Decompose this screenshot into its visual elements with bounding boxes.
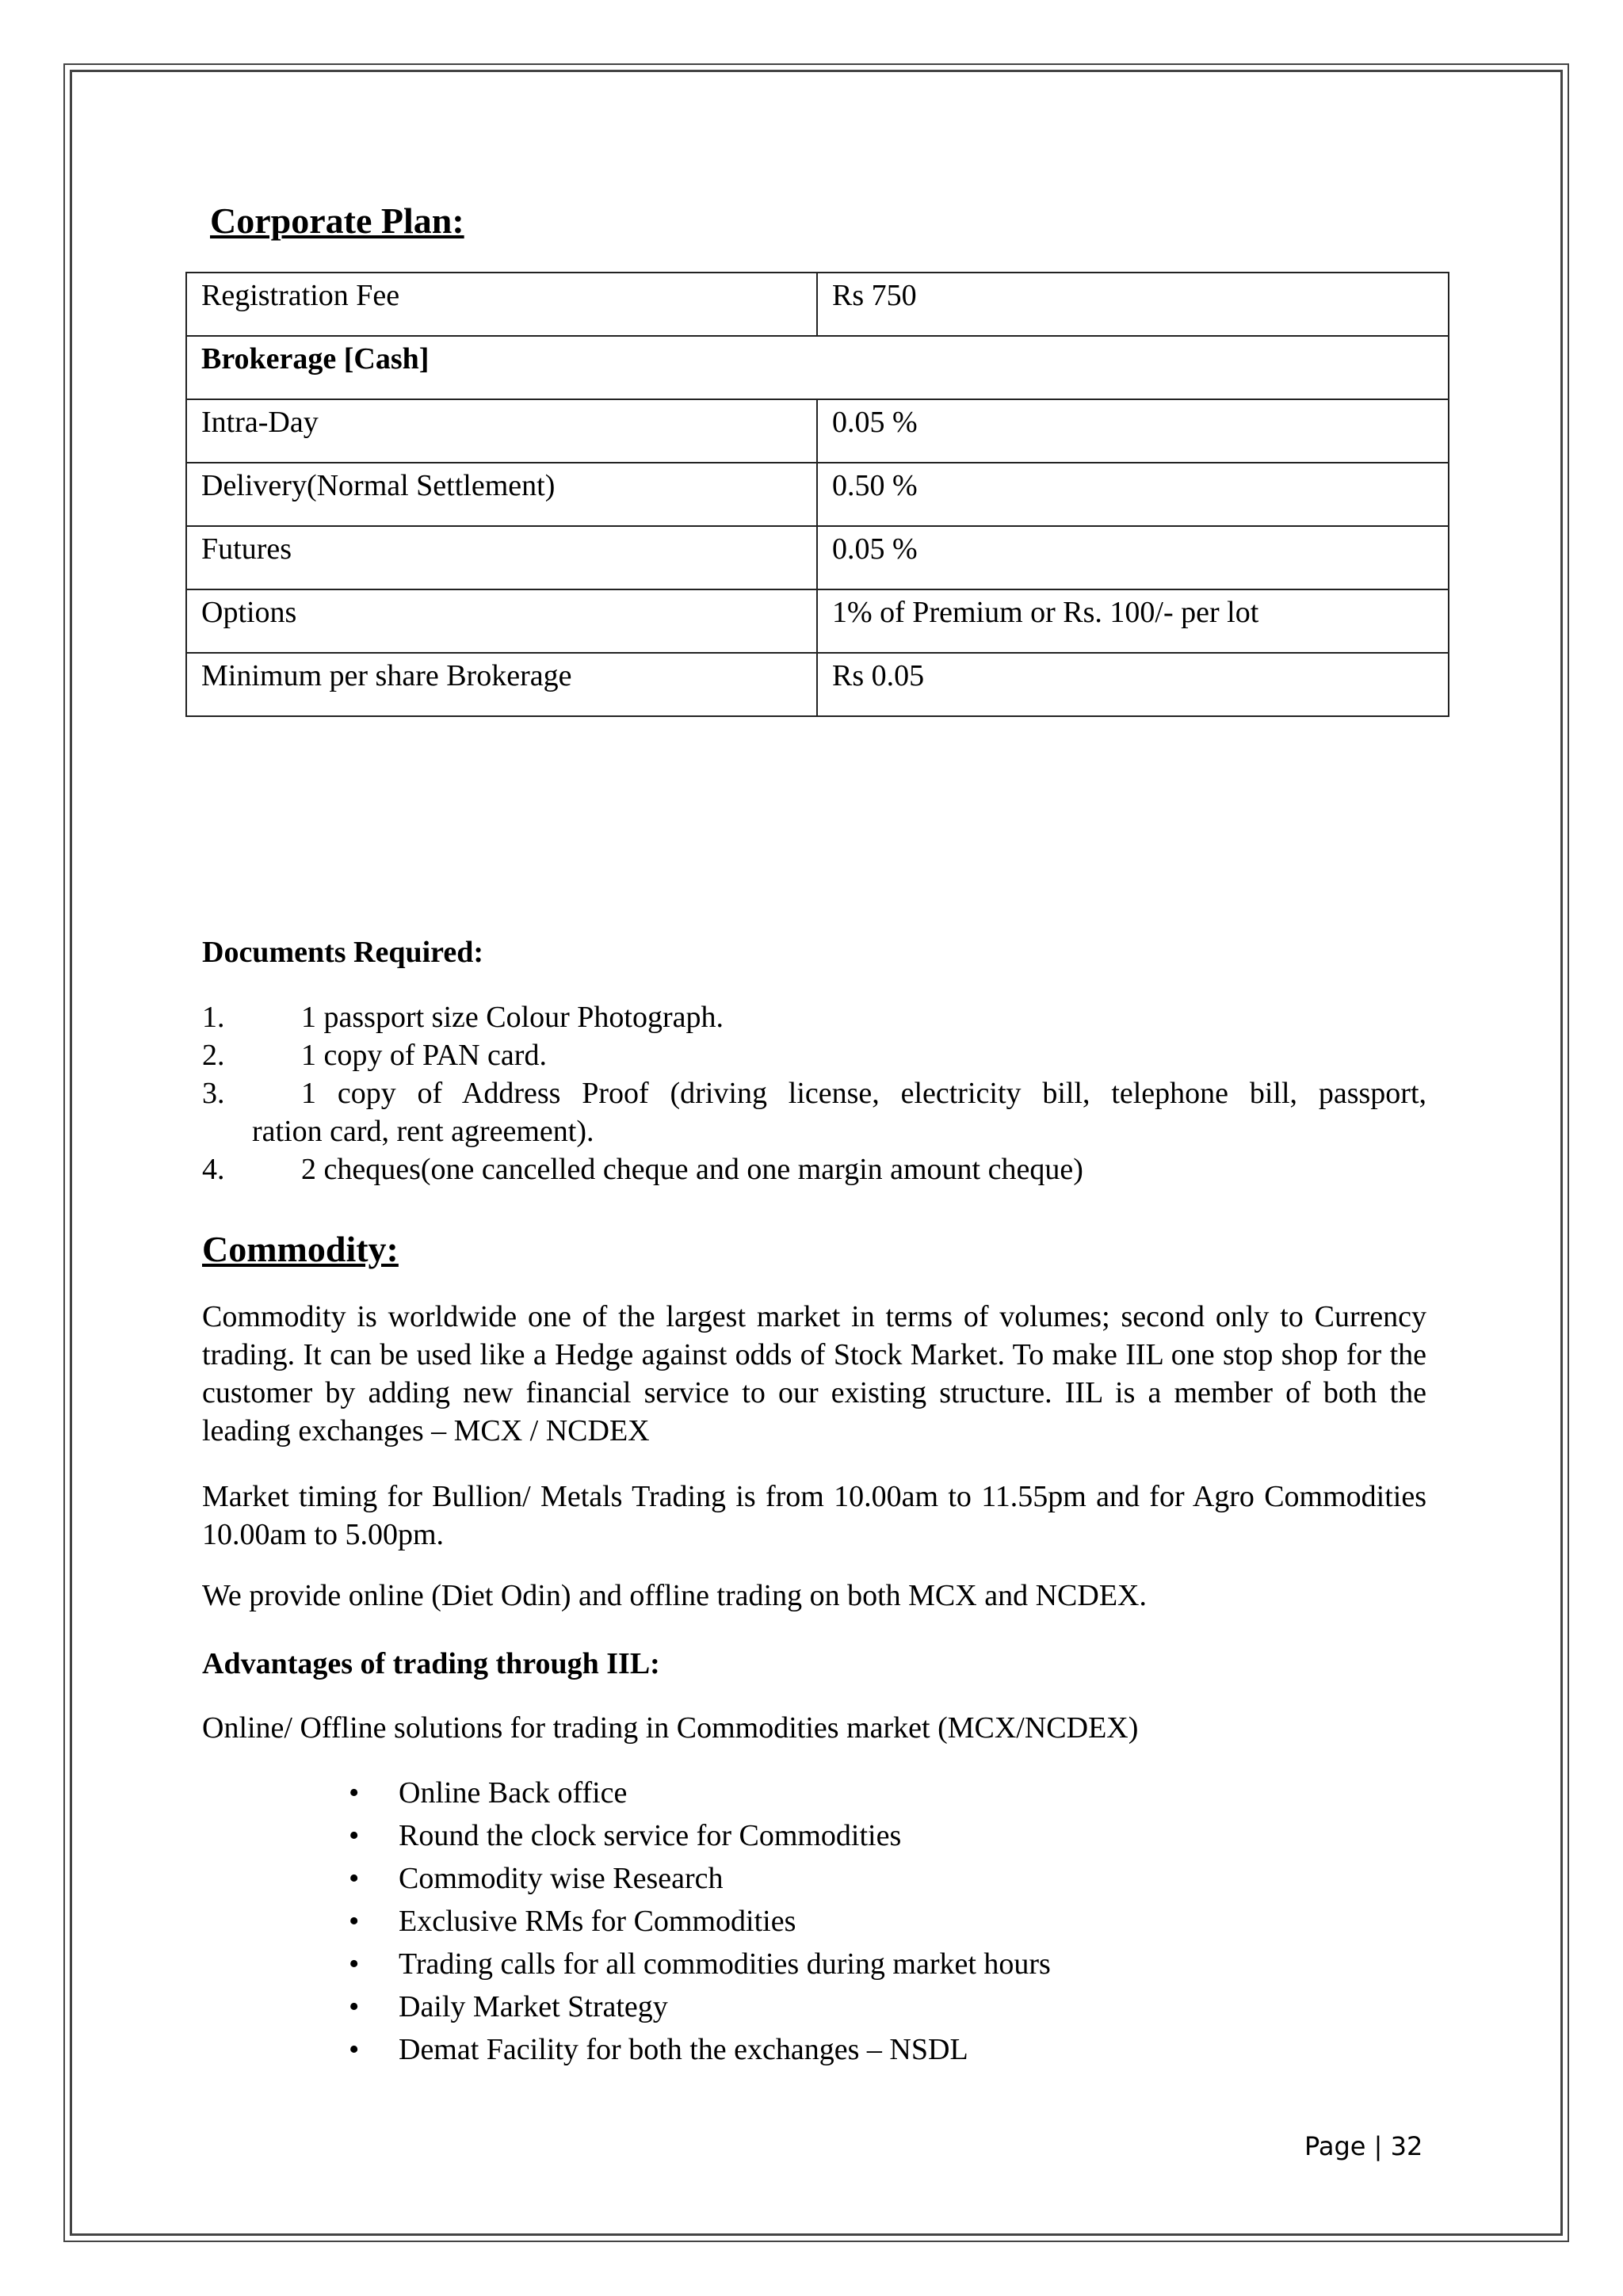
table-row xyxy=(186,526,1449,589)
table-cell-value: 1% of Premium or Rs. 100/- per lot xyxy=(817,589,1449,653)
list-item xyxy=(202,1150,1426,1188)
table-cell-label: Options xyxy=(186,589,817,653)
commodity-heading: Commodity: xyxy=(202,1229,399,1269)
list-number: 2. xyxy=(202,1039,225,1072)
list-number: 1. xyxy=(202,1001,225,1034)
list-text: 1 copy of Address Proof (driving license, electricity bill, telephone bill, passport, xyxy=(301,1077,1426,1110)
list-item: • Trading calls for all commodities during market hours xyxy=(349,1943,1051,1985)
list-item: • Round the clock service for Commodities xyxy=(349,1814,1051,1857)
table-cell-value: Rs 750 xyxy=(817,273,1449,336)
solutions-paragraph: Online/ Offline solutions for trading in Commodities market (MCX/NCDEX) xyxy=(202,1711,1139,1745)
table-row xyxy=(186,399,1449,463)
table-row xyxy=(186,273,1449,336)
advantages-heading: Advantages of trading through IIL: xyxy=(202,1647,660,1680)
list-number: 4. xyxy=(202,1153,225,1186)
table-cell-value: Rs 0.05 xyxy=(817,653,1449,716)
table-cell-label: Intra-Day xyxy=(186,399,817,463)
table-cell-value: 0.05 % xyxy=(817,526,1449,589)
list-item: • Online Back office xyxy=(349,1772,1051,1814)
list-item: • Daily Market Strategy xyxy=(349,1985,1051,2028)
table-section-header: Brokerage [Cash] xyxy=(186,336,1449,399)
table-cell-value: 0.50 % xyxy=(817,463,1449,526)
table-cell-label: Delivery(Normal Settlement) xyxy=(186,463,817,526)
page-number: Page | 32 xyxy=(1304,2131,1423,2161)
table-cell-label: Registration Fee xyxy=(186,273,817,336)
corporate-plan-table xyxy=(185,272,1449,717)
table-cell-value: 0.05 % xyxy=(817,399,1449,463)
table-row xyxy=(186,463,1449,526)
market-timing-paragraph: Market timing for Bullion/ Metals Trading is from 10.00am to 11.55pm and for Agro Commodities 10.00am to 5.00pm. xyxy=(202,1480,1426,1551)
list-text: 1 copy of PAN card. xyxy=(301,1039,547,1072)
list-item xyxy=(202,1036,1426,1074)
table-cell-label: Futures xyxy=(186,526,817,589)
commodity-paragraph: Commodity is worldwide one of the largest market in terms of volumes; second only to Currency trading. It can be used like a Hedge against odds of Stock Market. To make IIL one stop shop for the customer by adding new financial service to our existing structure. IIL is a member of both the leading exchanges – MCX / NCDEX xyxy=(202,1300,1426,1447)
list-text: 1 passport size Colour Photograph. xyxy=(301,1001,724,1034)
table-cell-label: Minimum per share Brokerage xyxy=(186,653,817,716)
list-item: • Exclusive RMs for Commodities xyxy=(349,1900,1051,1943)
advantages-list xyxy=(349,1772,1051,2071)
list-item xyxy=(202,1074,1426,1112)
documents-list xyxy=(202,998,1426,1188)
list-item: • Commodity wise Research xyxy=(349,1857,1051,1900)
table-row xyxy=(186,336,1449,399)
documents-required-heading: Documents Required: xyxy=(202,936,484,969)
online-trading-paragraph: We provide online (Diet Odin) and offline trading on both MCX and NCDEX. xyxy=(202,1579,1147,1612)
list-number: 3. xyxy=(202,1077,225,1110)
list-item: • Demat Facility for both the exchanges – NSDL xyxy=(349,2028,1051,2071)
list-text-continuation: ration card, rent agreement). xyxy=(252,1115,594,1148)
table-row xyxy=(186,589,1449,653)
list-item xyxy=(202,998,1426,1036)
table-row xyxy=(186,653,1449,716)
list-text: 2 cheques(one cancelled cheque and one margin amount cheque) xyxy=(301,1153,1083,1186)
corporate-plan-heading: Corporate Plan: xyxy=(210,200,464,241)
